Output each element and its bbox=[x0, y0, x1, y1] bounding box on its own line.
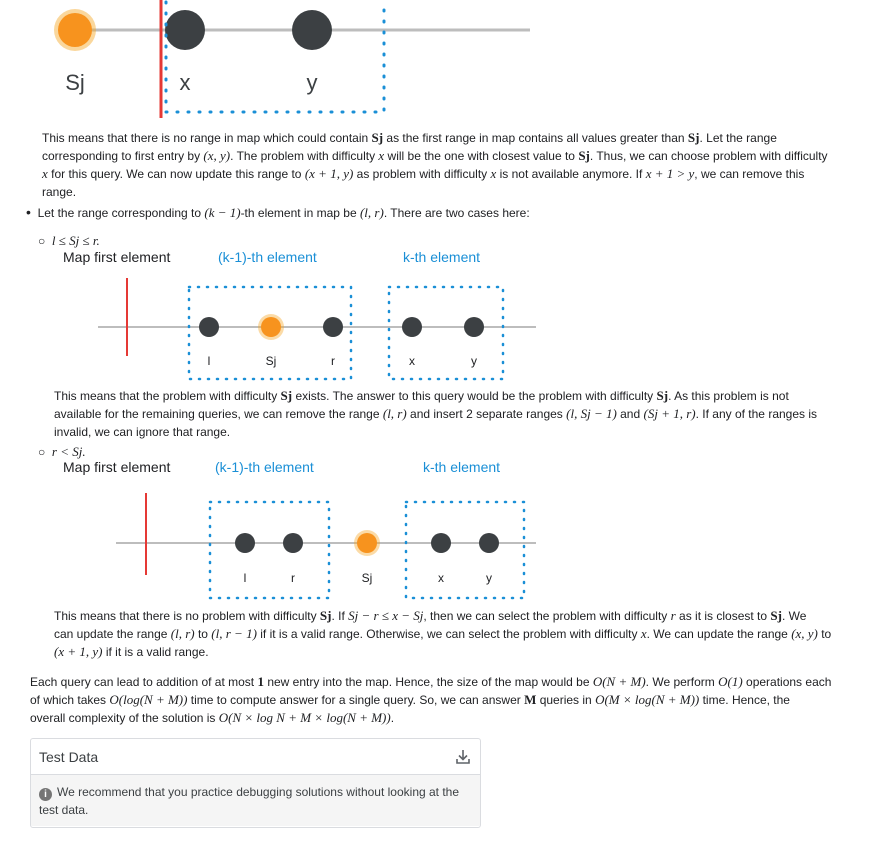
x-label: x bbox=[179, 70, 191, 95]
sj-label: Sj bbox=[65, 70, 85, 95]
explanation-paragraph-2: This means that the problem with difficulty Sj exists. The answer to this query would be the problem with difficulty Sj. As this problem is not available for the remaining queries, we can remove the range (l, r) and insert 2 separate ranges (l, Sj − 1) and (Sj + 1, r). If any of the ranges is invalid, we can ignore that range. bbox=[54, 388, 818, 439]
x-point bbox=[431, 533, 451, 553]
k-minus-1-element-label: (k-1)-th element bbox=[215, 459, 314, 475]
case-2-condition: ○ r < Sj. bbox=[38, 444, 86, 459]
l-point bbox=[235, 533, 255, 553]
y-label: y bbox=[471, 354, 477, 368]
y-point bbox=[292, 10, 332, 50]
l-label: l bbox=[207, 354, 211, 368]
download-icon[interactable] bbox=[454, 748, 472, 766]
k-box bbox=[406, 502, 524, 598]
test-data-title: Test Data bbox=[39, 748, 99, 765]
explanation-paragraph-1: This means that there is no range in map which could contain Sj as the first range in map contains all values greater than Sj. Let the range corresponding to first entry by (x, y). The problem with difficulty x will be the one with closest value to Sj. Thus, we can choose problem with difficulty x for this query. We can now update this range to (x + 1, y) as problem with difficulty x is not available anymore. If x + 1 > y, we can remove this range. bbox=[42, 130, 828, 199]
sj-label: Sj bbox=[361, 571, 373, 585]
sj-point bbox=[261, 317, 281, 337]
y-label: y bbox=[486, 571, 492, 585]
r-point bbox=[283, 533, 303, 553]
k-minus-1-box bbox=[210, 502, 329, 598]
sj-point bbox=[58, 13, 92, 47]
sj-label: Sj bbox=[265, 354, 277, 368]
diagram-case-2 bbox=[0, 485, 893, 603]
r-label: r bbox=[331, 354, 335, 368]
l-label: l bbox=[243, 571, 247, 585]
y-point bbox=[479, 533, 499, 553]
bullet-range-cases: • Let the range corresponding to (k − 1)-th element in map be (l, r). There are two cases here: bbox=[26, 204, 530, 220]
k-element-label: k-th element bbox=[403, 249, 481, 265]
test-data-note bbox=[31, 775, 480, 826]
r-label: r bbox=[291, 571, 295, 585]
complexity-paragraph: Each query can lead to addition of at most 1 new entry into the map. Hence, the size of the map would be O(N + M). We perform O(1) operations each of which takes O(log(N + M)) time to compute answer for a single query. So, we can answer M queries in O(M × log(N + M)) time. Hence, the overall complexity of the solution is O(N × log N + M × log(N + M)). bbox=[30, 674, 832, 725]
x-label: x bbox=[438, 571, 444, 585]
diagram-case-1 bbox=[0, 270, 893, 385]
map-first-element-label: Map first element bbox=[63, 249, 171, 265]
explanation-paragraph-3: This means that there is no problem with difficulty Sj. If Sj − r ≤ x − Sj, then we can select the problem with difficulty r as it is closest to Sj. We can update the range (l, r) to (l, r − 1) if it is a valid range. Otherwise, we can select the problem with difficulty x. We can update the range (x, y) to (x + 1, y) if it is a valid range. bbox=[54, 608, 832, 659]
k-element-label: k-th element bbox=[423, 459, 501, 475]
x-point bbox=[402, 317, 422, 337]
y-point bbox=[464, 317, 484, 337]
l-point bbox=[199, 317, 219, 337]
x-point bbox=[165, 10, 205, 50]
diagram-no-range bbox=[0, 0, 893, 135]
sj-point bbox=[357, 533, 377, 553]
test-data-header bbox=[31, 739, 480, 775]
case-1-condition: ○ l ≤ Sj ≤ r. bbox=[38, 233, 100, 248]
k-minus-1-element-label: (k-1)-th element bbox=[218, 249, 317, 265]
info-icon: i bbox=[39, 788, 52, 801]
x-label: x bbox=[409, 354, 415, 368]
r-point bbox=[323, 317, 343, 337]
map-first-element-label: Map first element bbox=[63, 459, 171, 475]
y-label: y bbox=[306, 70, 318, 95]
test-data-note-text: We recommend that you practice debugging solutions without looking at the test data. bbox=[39, 785, 460, 817]
test-data-card bbox=[30, 738, 481, 828]
